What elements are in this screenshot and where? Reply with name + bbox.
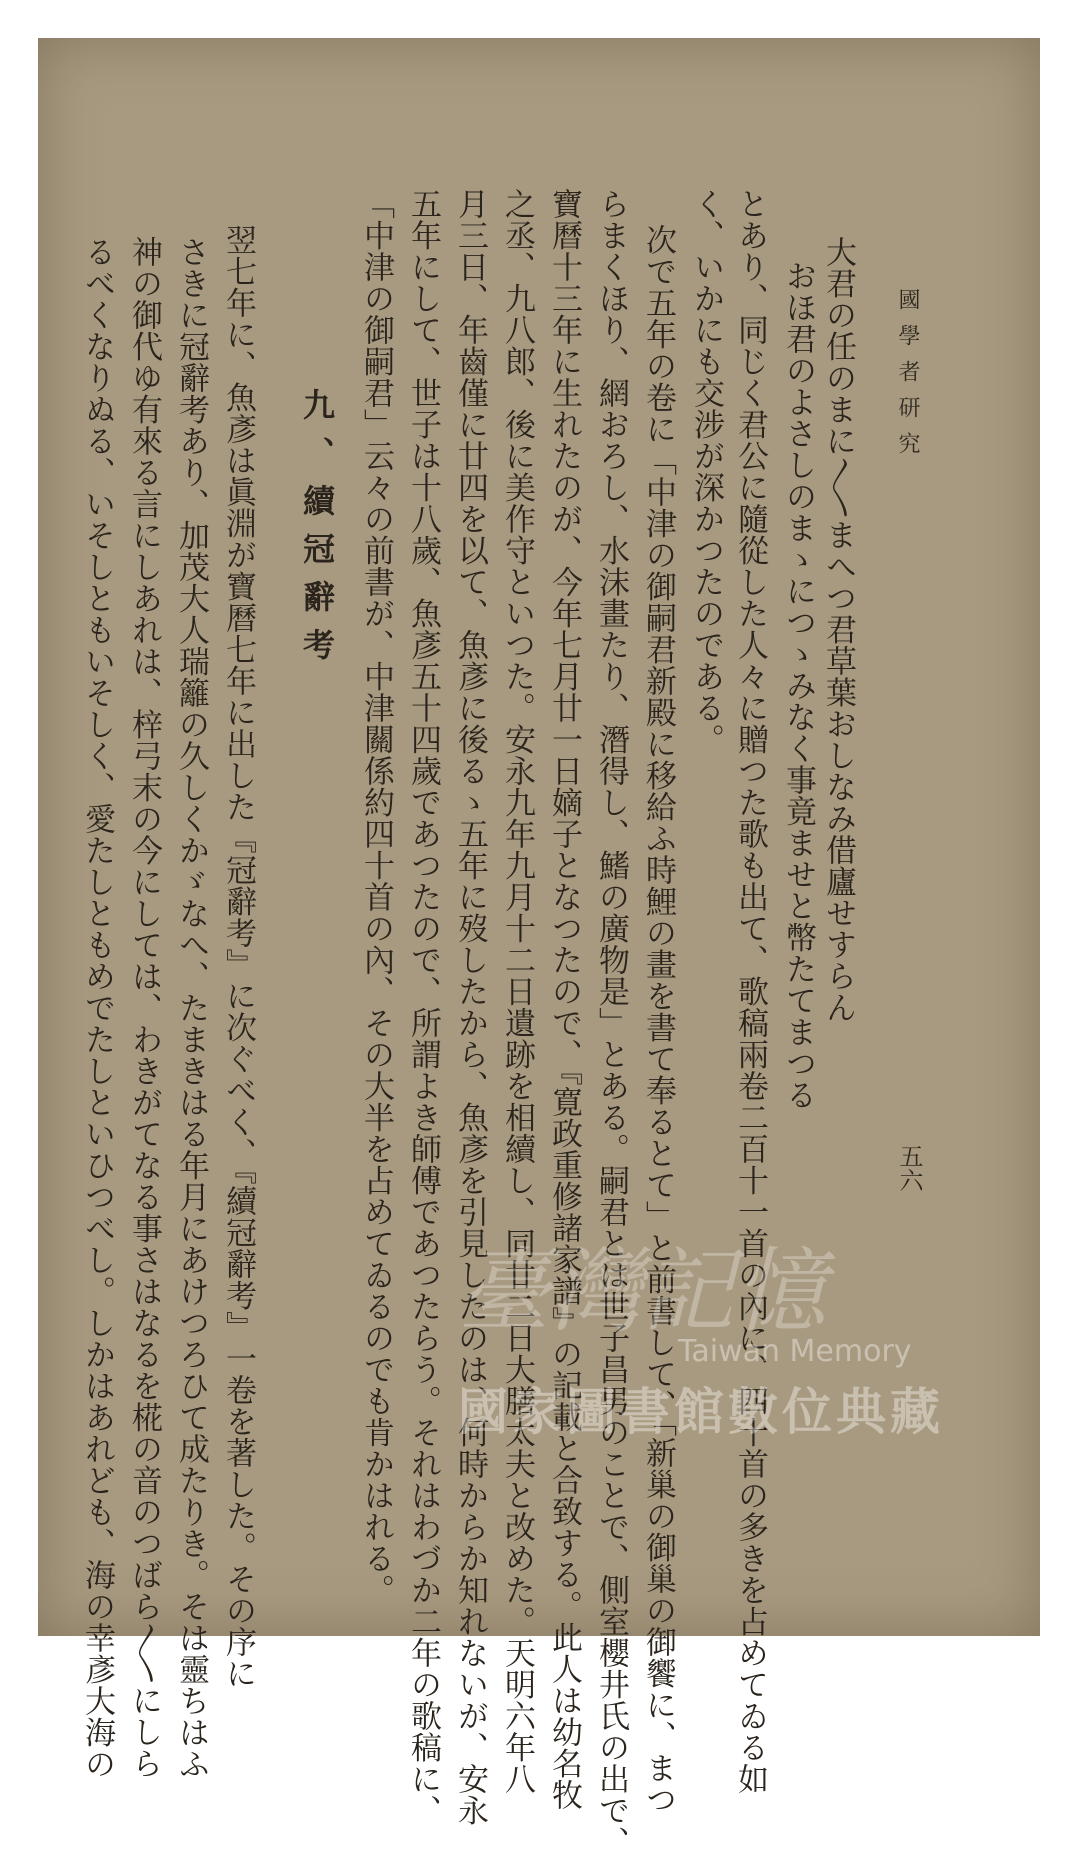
text-column: 翌七年に、魚彥は眞淵が寶曆七年に出した『冠辭考』に次ぐべく、『續冠辭考』一卷を著した。その序に bbox=[220, 224, 256, 1689]
text-column: おほ君のよさしのまゝにつゝみなく事竟ませと幣たてまつる bbox=[780, 260, 816, 1111]
text-column: らまくほり、網おろし、水沫畫たり、潛得し、鰭の廣物是」とある。嗣君とは世子昌男のことで、側室櫻井氏の出で、 bbox=[593, 188, 629, 1858]
page-number: 五六 bbox=[895, 1144, 923, 1192]
watermark-logo: 臺灣記憶 bbox=[458, 1238, 827, 1345]
watermark-institution: 國家圖書館數位典藏 bbox=[458, 1383, 944, 1441]
text-column: く、いかにも交涉が深かつたのである。 bbox=[688, 188, 724, 755]
text-column: とあり、同じく君公に隨從した人々に贈つた歌も出て、歌稿兩卷二百十一首の內に、四十首の多きを占めてゐる如 bbox=[732, 188, 768, 1795]
text-column: 次で五年の卷に「中津の御嗣君新殿に移給ふ時鯉の畫を書て奉るとて」と前書して、「新巢の御巢の御饗に、まつ bbox=[640, 224, 676, 1815]
text-column: 五年にして、世子は十八歲、魚彥五十四歲であつたので、所謂よき師傅であつたらう。それはわづか二年の歌稿に、 bbox=[405, 188, 441, 1826]
running-header: 國學者研究 bbox=[895, 288, 920, 468]
text-column: 寶曆十三年に生れたのが、今年七月廿一日嫡子となつたので、『寛政重修諸家譜』の記載と合致する。此人は幼名牧 bbox=[546, 188, 582, 1811]
book-page bbox=[38, 38, 1040, 1858]
section-heading: 九、續冠辭考 bbox=[298, 388, 336, 676]
text-column: 神の御代ゆ有來る言にしあれは、梓弓末の今にしては、わきがてなる事さはなるを椛の音のつばら〳〵にしら bbox=[126, 236, 162, 1779]
text-column: 「中津の御嗣君」云々の前書が、中津關係約四十首の內、その大半を占めてゐるのでも肯かはれる。 bbox=[358, 188, 394, 1606]
watermark-latin: Taiwan Memory bbox=[678, 1334, 912, 1369]
text-column: 大君の任のまに〳〵まへつ君草葉おしなみ借廬せすらん bbox=[820, 236, 856, 1023]
text-column: 月三日、年齒僅に廿四を以て、魚彥に後るゝ五年に歿したから、魚彥を引見したのは、何時からか知れないが、安永 bbox=[452, 188, 488, 1826]
text-column: さきに冠辭考あり、加茂大人瑞籬の久しくかゞなへ、たまきはる年月にあけつろひて成たりき。そは靈ちはふ bbox=[173, 236, 209, 1780]
text-column: 之丞、九八郎、後に美作守といつた。安永九年九月十二日遺跡を相續し、同廿二日大膳太夫と改めた。天明六年八 bbox=[499, 188, 535, 1795]
text-column: るべくなりぬる、いそしともいそしく、愛たしともめでたしといひつべし。しかはあれども、海の幸彥大海の bbox=[79, 236, 115, 1780]
